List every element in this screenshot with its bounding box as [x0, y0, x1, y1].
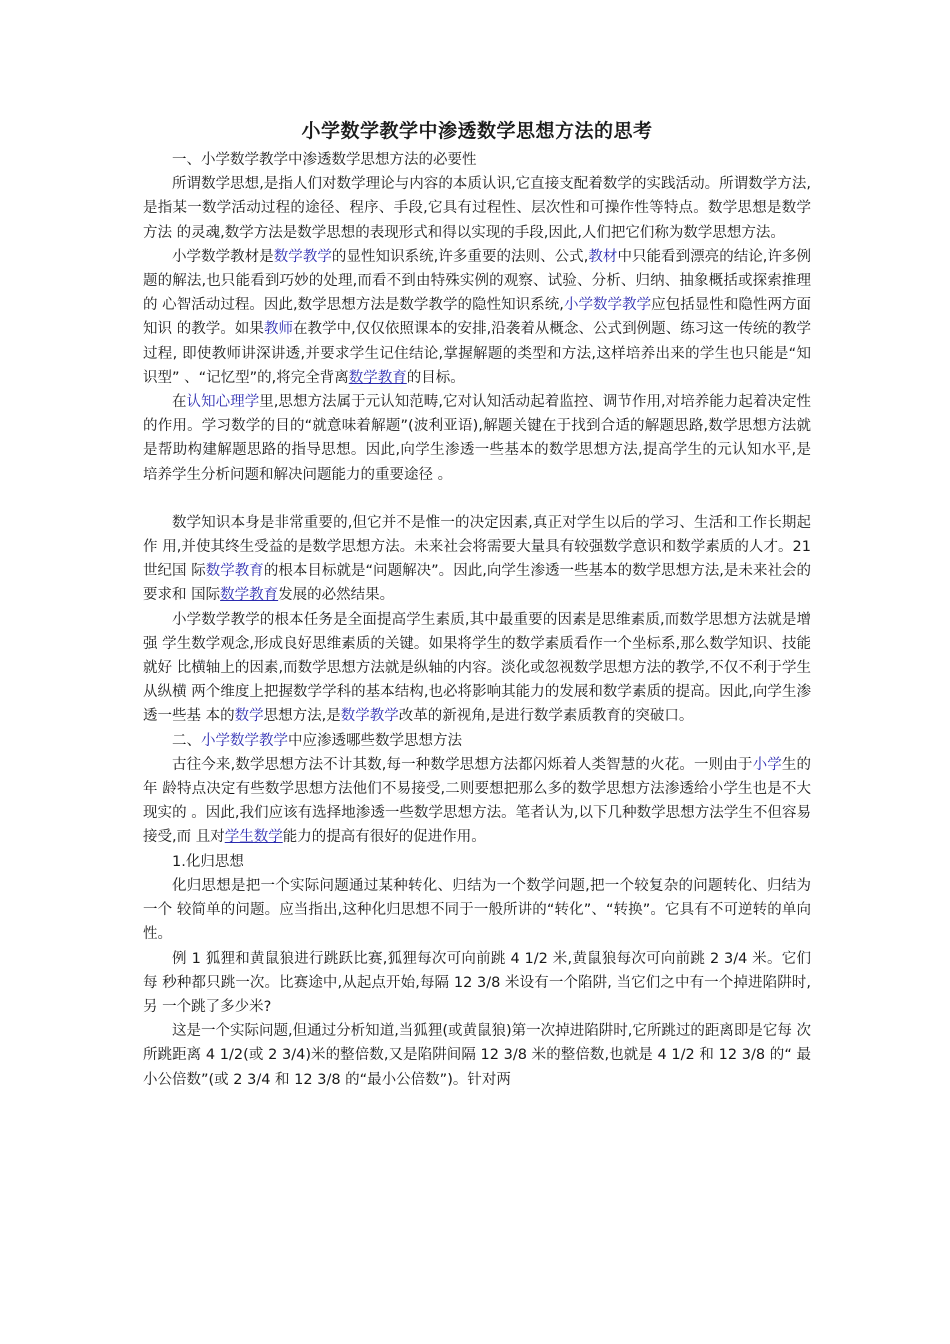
section-heading — [143, 850, 811, 874]
text-run: 化归思想是把一个实际问题通过某种转化、归结为一个数学问题,把一个较复杂的问题转化、归结为一个 较简单的问题。应当指出,这种化归思想不同于一般所讲的“转化”、“转换”。它具有不可逆转的单向性。 — [143, 877, 811, 943]
text-run: 的根本目标就是“问题解决”。因此,向学生渗透一些基本的数学思想方法,是未来社会的要求和 国际 — [143, 563, 812, 604]
text-run: 生的年 龄特点决定有些数学思想方法他们不易接受,二则要想把那么多的数学思想方法渗透给小学生也是不大现实的 。因此,我们应该有选择地渗透一些数学思想方法。笔者认为,以下几种数学思想方法学生不但容易接受,而 且对 — [143, 756, 812, 846]
text-run: 二、 — [172, 732, 201, 749]
keyword-link[interactable]: 教材 — [588, 248, 618, 265]
text-run: 一、小学数学教学中渗透数学思想方法的必要性 — [172, 152, 477, 168]
document-title: 小学数学教学中渗透数学思想方法的思考 — [301, 120, 653, 142]
text-run: 1.化归思想 — [172, 853, 244, 870]
paragraph — [143, 1019, 811, 1092]
keyword-link[interactable]: 小学数学教学 — [201, 732, 288, 749]
keyword-link[interactable]: 教师 — [263, 321, 294, 338]
text-run: 发展的必然结果。 — [278, 587, 395, 604]
text-run: 的目标。 — [406, 369, 465, 386]
text-run: 思想方法,是 — [263, 708, 341, 725]
section-heading — [143, 729, 811, 753]
keyword-link[interactable]: 数学教育 — [348, 369, 407, 386]
paragraph — [143, 608, 811, 729]
paragraph — [143, 245, 811, 390]
text-run: 中应渗透哪些数学思想方法 — [288, 732, 462, 749]
paragraph — [143, 148, 811, 172]
text-run: 小学数学教学的根本任务是全面提高学生素质,其中最重要的因素是思维素质,而数学思想方法就是增强 学生数学观念,形成良好思维素质的关键。如果将学生的数学素质看作一个坐标系,那么数学知识、技能就好 比横轴上的因素,而数学思想方法就是纵轴的内容。淡化或忽视数学思想方法的教学,不仅不利于学生从纵横 两个维度上把握数学学科的基本结构,也必将影响其能力的发展和数学素质的提高。因此,向学生渗透一些基 本的 — [143, 611, 811, 725]
text-run: 古往今来,数学思想方法不计其数,每一种数学思想方法都闪烁着人类智慧的火花。一则由于 — [172, 756, 753, 773]
text-run: 的显性知识系统,许多重要的法则、公式, — [331, 248, 589, 265]
text-run: 小学数学教材是 — [172, 248, 274, 265]
text-run: 改革的新视角,是进行数学素质教育的突破口。 — [398, 708, 694, 725]
keyword-link[interactable]: 数学教学 — [340, 708, 399, 725]
keyword-link[interactable]: 数学教学 — [273, 248, 332, 265]
keyword-link[interactable]: 学生数学 — [224, 829, 283, 846]
text-run: 应包括显性和隐性两方面知识 的教学。如果 — [143, 297, 812, 338]
text-run: 例 1 狐狸和黄鼠狼进行跳跃比赛,狐狸每次可向前跳 4 1/2 米,黄鼠狼每次可向前跳 2 3/4 米。它们每 秒种都只跳一次。比赛途中,从起点开始,每隔 12 3/8 米设有一个陷阱, 当它们之中有一个掉进陷阱时,另 一个跳了多少米? — [143, 950, 811, 1015]
document-page — [143, 118, 811, 1092]
text-run: 能力的提高有很好的促进作用。 — [282, 829, 486, 846]
keyword-link[interactable]: 数学教育 — [205, 563, 264, 580]
text-run: 数学知识本身是非常重要的,但它并不是惟一的决定因素,真正对学生以后的学习、生活和工作长期起作 用,并使其终生受益的是数学思想方法。未来社会将需要大量具有较强数学意识和数学素质的人才。21 世纪国 际 — [143, 514, 811, 580]
keyword-link[interactable]: 数学教育 — [220, 587, 279, 604]
text-run: 这是一个实际问题,但通过分析知道,当狐狸(或黄鼠狼)第一次掉进陷阱时,它所跳过的距离即是它每 次所跳距离 4 1/2(或 2 3/4)米的整倍数,又是陷阱间隔 12 3/8 米的整倍数,也就是 4 1/2 和 12 3/8 的“ 最小公倍数”(或 2 3/4 和 12 3/8 的“最小公倍数”)。针对两 — [143, 1023, 811, 1088]
paragraph — [143, 172, 811, 245]
paragraph — [143, 947, 811, 1020]
text-run: 里,思想方法属于元认知范畴,它对认知活动起着监控、调节作用,对培养能力起着决定性 的作用。学习数学的目的“就意味着解题”(波利亚语),解题关键在于找到合适的解题思路,数学思想方法就是帮助构建解题思路的指导思想。因此,向学生渗透一些基本的数学思想方法,提高学生的元认知水平,是 培养学生分析问题和解决问题能力的重要途径 。 — [143, 394, 812, 483]
keyword-link[interactable]: 数学 — [234, 708, 264, 725]
text-run: 在 — [172, 394, 187, 411]
document-body — [143, 148, 811, 1092]
blank-line — [143, 487, 811, 511]
text-run: 所谓数学思想,是指人们对数学理论与内容的本质认识,它直接支配着数学的实践活动。所谓数学方法, 是指某一数学活动过程的途径、程序、手段,它具有过程性、层次性和可操作性等特点。数学思想是数学方法 的灵魂,数学方法是数学思想的表现形式和得以实现的手段,因此,人们把它们称为数学思想方法。 — [143, 176, 811, 241]
paragraph — [143, 753, 811, 850]
keyword-link[interactable]: 认知心理学 — [186, 394, 260, 411]
paragraph — [143, 511, 811, 608]
keyword-link[interactable]: 小学 — [752, 756, 782, 773]
keyword-link[interactable]: 小学数学教学 — [563, 297, 652, 314]
text-run: 在教学中,仅仅依照课本的安排,沿袭着从概念、公式到例题、练习这一传统的教学过程, 即使教师讲深讲透,并要求学生记住结论,掌握解题的类型和方法,这样培养出来的学生也只能是“知识型” 、“记忆型”的,将完全背离 — [143, 321, 812, 386]
paragraph — [143, 874, 811, 947]
text-run: 中只能看到漂亮的结论,许多例 题的解法,也只能看到巧妙的处理,而看不到由特殊实例的观察、试验、分析、归纳、抽象概括或探索推理的 心智活动过程。因此,数学思想方法是数学教学的隐性知识系统, — [143, 248, 812, 314]
paragraph — [143, 390, 811, 487]
